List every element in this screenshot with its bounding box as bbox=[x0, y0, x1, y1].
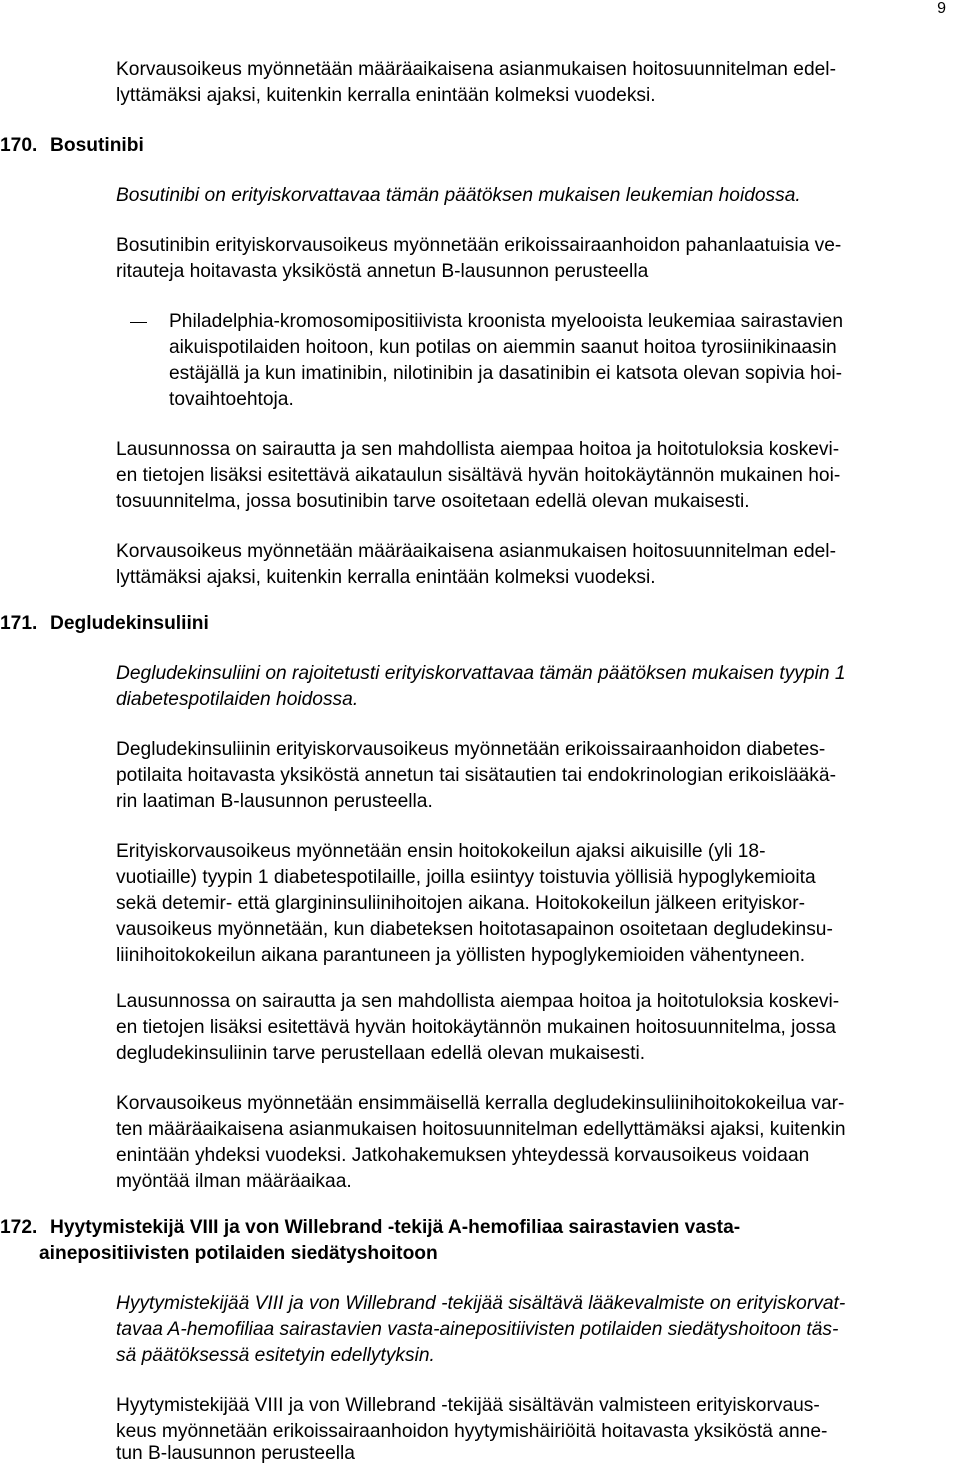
text-line: Lausunnossa on sairautta ja sen mahdollista aiempaa hoitoa ja hoitotuloksia koskevi- bbox=[116, 991, 840, 1012]
section-number: 170. bbox=[0, 135, 38, 156]
text-line: tun B-lausunnon perusteella bbox=[116, 1443, 355, 1464]
section-number: 171. bbox=[0, 613, 38, 634]
section-title-line: ainepositiivisten potilaiden siedätyshoitoon bbox=[39, 1243, 438, 1264]
text-line: estäjällä ja kun imatinibin, nilotinibin ja dasatinibin ei katsota olevan sopivia hoi- bbox=[169, 363, 843, 384]
text-line: aikuispotilaiden hoitoon, kun potilas on aiemmin saanut hoitoa tyrosiinikinaasin bbox=[169, 337, 837, 358]
section-title-line: Hyytymistekijä VIII ja von Willebrand -tekijä A-hemofiliaa sairastavien vasta- bbox=[50, 1217, 741, 1238]
text-line: Korvausoikeus myönnetään määräaikaisena asianmukaisen hoitosuunnitelman edel- bbox=[116, 59, 836, 80]
text-line: lyttämäksi ajaksi, kuitenkin kerralla enintään kolmeksi vuodeksi. bbox=[116, 85, 656, 106]
text-line: rin laatiman B-lausunnon perusteella. bbox=[116, 791, 433, 812]
text-line: diabetespotilaiden hoidossa. bbox=[116, 689, 359, 710]
text-line: Korvausoikeus myönnetään ensimmäisellä kerralla degludekinsuliinihoitokokeilua var- bbox=[116, 1093, 845, 1114]
text-line: en tietojen lisäksi esitettävä hyvän hoitokäytännön mukainen hoitosuunnitelma, jossa bbox=[116, 1017, 836, 1038]
section-170-lead: Bosutinibi on erityiskorvattavaa tämän päätöksen mukaisen leukemian hoidossa. bbox=[116, 185, 801, 206]
text-line: vuotiaille) tyypin 1 diabetespotilaille, joilla esiintyy toistuvia yöllisiä hypoglykemioita bbox=[116, 867, 816, 888]
page-number: 9 bbox=[937, 0, 946, 17]
text-line: lyttämäksi ajaksi, kuitenkin kerralla enintään kolmeksi vuodeksi. bbox=[116, 567, 656, 588]
text-line: ritauteja hoitavasta yksiköstä annetun B-lausunnon perusteella bbox=[116, 261, 649, 282]
text-line: Hyytymistekijää VIII ja von Willebrand -tekijää sisältävän valmisteen erityiskorvaus- bbox=[116, 1395, 820, 1416]
text-line: en tietojen lisäksi esitettävä aikataulun sisältävä hyvän hoitokäytännön mukainen hoi- bbox=[116, 465, 841, 486]
text-line: Philadelphia-kromosomipositiivista kroonista myelooista leukemiaa sairastavien bbox=[169, 311, 843, 332]
text-line: Korvausoikeus myönnetään määräaikaisena asianmukaisen hoitosuunnitelman edel- bbox=[116, 541, 836, 562]
text-line: vausoikeus myönnetään, kun diabeteksen hoitotasapainon osoitetaan degludekinsu- bbox=[116, 919, 833, 940]
section-title: Degludekinsuliini bbox=[50, 613, 209, 634]
text-line: myöntää ilman määräaikaa. bbox=[116, 1171, 352, 1192]
section-title: Bosutinibi bbox=[50, 135, 144, 156]
text-line: ten määräaikaisena asianmukaisen hoitosuunnitelman edellyttämäksi ajaksi, kuitenkin bbox=[116, 1119, 846, 1140]
text-line: tovaihtoehtoja. bbox=[169, 389, 294, 410]
text-line: Erityiskorvausoikeus myönnetään ensin hoitokokeilun ajaksi aikuisille (yli 18- bbox=[116, 841, 766, 862]
text-line: Degludekinsuliinin erityiskorvausoikeus myönnetään erikoissairaanhoidon diabetes- bbox=[116, 739, 826, 760]
text-line: potilaita hoitavasta yksiköstä annetun tai sisätautien tai endokrinologian erikoislääkä- bbox=[116, 765, 836, 786]
text-line: degludekinsuliinin tarve perustellaan edellä olevan mukaisesti. bbox=[116, 1043, 646, 1064]
text-line: sekä detemir- että glargininsuliinihoitojen aikana. Hoitokokeilun jälkeen erityiskor- bbox=[116, 893, 805, 914]
section-number: 172. bbox=[0, 1217, 38, 1238]
text-line: sä päätöksessä esitetyin edellytyksin. bbox=[116, 1345, 435, 1366]
text-line: enintään yhdeksi vuodeksi. Jatkohakemuksen yhteydessä korvausoikeus voidaan bbox=[116, 1145, 810, 1166]
text-line: Degludekinsuliini on rajoitetusti erityiskorvattavaa tämän päätöksen mukaisen tyypin 1 bbox=[116, 663, 846, 684]
text-line: keus myönnetään erikoissairaanhoidon hyytymishäiriöitä hoitavasta yksiköstä anne- bbox=[116, 1421, 828, 1442]
text-line: Hyytymistekijää VIII ja von Willebrand -tekijää sisältävä lääkevalmiste on erityiskorvat- bbox=[116, 1293, 846, 1314]
text-line: tosuunnitelma, jossa bosutinibin tarve osoitetaan edellä olevan mukaisesti. bbox=[116, 491, 750, 512]
text-line: Lausunnossa on sairautta ja sen mahdollista aiempaa hoitoa ja hoitotuloksia koskevi- bbox=[116, 439, 840, 460]
dash-bullet-icon bbox=[130, 322, 147, 323]
text-line: tavaa A-hemofiliaa sairastavien vasta-ainepositiivisten potilaiden siedätyshoitoon täs- bbox=[116, 1319, 839, 1340]
text-line: Bosutinibin erityiskorvausoikeus myönnetään erikoissairaanhoidon pahanlaatuisia ve- bbox=[116, 235, 842, 256]
text-line: liinihoitokokeilun aikana parantuneen ja yöllisten hypoglykemioiden vähentyneen. bbox=[116, 945, 806, 966]
